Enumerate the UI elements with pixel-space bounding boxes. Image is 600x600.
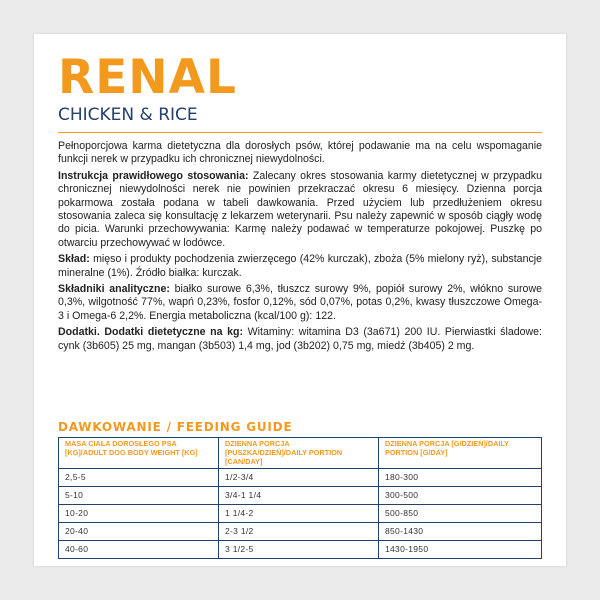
- table-cell: 3/4-1 1/4: [219, 486, 378, 504]
- table-cell: 1 1/4-2: [219, 504, 378, 522]
- description: Pełnoporcjowa karma dietetyczna dla dorosłych psów, której podawanie ma na celu wspomaganie funkcji nerek w przypadku ich chronicznej niewydolności.: [58, 140, 542, 166]
- table-column-weight: [59, 438, 219, 558]
- section-composition: [58, 253, 542, 280]
- table-cell: 180-300: [379, 468, 541, 486]
- table-cell: 1430-1950: [379, 540, 541, 558]
- table-cell: 40-60: [59, 540, 218, 558]
- section-label: Instrukcja prawidłowego stosowania:: [58, 169, 249, 182]
- section-text: Witaminy: witamina D3 (3a671) 200 IU. Pierwiastki śladowe: cynk (3b605) 25 mg, mangan (3b503) 1,4 mg, jod (3b202) 0,75 mg, miedź (3b405) 2 mg.: [58, 326, 542, 352]
- table-cell: 20-40: [59, 522, 218, 540]
- table-cell: 10-20: [59, 504, 218, 522]
- table-cell: 1/2-3/4: [219, 468, 378, 486]
- section-text: mięso i produkty pochodzenia zwierzęcego (42% kurczak), zboża (5% mielony ryż), substancje mineralne (1%). Źródło białka: kurczak.: [58, 253, 542, 279]
- label-content: [58, 52, 542, 356]
- label-card: [34, 34, 566, 566]
- feeding-table: [58, 437, 542, 559]
- product-subtitle: CHICKEN & RICE: [58, 105, 542, 133]
- section-usage: [58, 170, 542, 250]
- product-title: RENAL: [58, 50, 237, 105]
- table-cell: 5-10: [59, 486, 218, 504]
- table-cell: 3 1/2-5: [219, 540, 378, 558]
- column-header: DZIENNA PORCJA [G/DZIEŃ]/DAILY PORTION [G/DAY]: [385, 439, 509, 457]
- section-label: Dodatki. Dodatki dietetyczne na kg:: [58, 326, 244, 339]
- table-cell: 2,5-5: [59, 468, 218, 486]
- table-column-cans: [219, 438, 379, 558]
- table-cell: 300-500: [379, 486, 541, 504]
- feeding-guide-title: DAWKOWANIE / FEEDING GUIDE: [58, 420, 293, 434]
- feeding-guide: [58, 420, 542, 559]
- section-text: Zalecany okres stosowania karmy dietetycznej w przypadku chronicznej niewydolności nerek nie powinien przekraczać okresu 6 miesięcy. Dzienna porcja pokarmowa została podana w tabeli dawkowania. Przed użyciem lub przedłużeniem okresu stosowania zaleca się konsultację z lekarzem weterynarii. Psu należy zapewnić w sposób ciągły wodę do picia. Warunki przechowywania: Karmę należy podawać w temperaturze pokojowej. Puszkę po otwarciu przechowywać w lodówce.: [58, 169, 542, 249]
- table-cell: 500-850: [379, 504, 541, 522]
- column-header: DZIENNA PORCJA [PUSZKA/DZIEŃ]/DAILY PORTION [CAN/DAY]: [225, 439, 343, 466]
- table-cell: 850-1430: [379, 522, 541, 540]
- column-header: MASA CIAŁA DOROSŁEGO PSA [KG]/ADULT DOG BODY WEIGHT [KG]: [65, 439, 198, 457]
- section-analytical: [58, 283, 542, 323]
- label-body: [58, 140, 542, 353]
- section-label: Skład:: [58, 253, 90, 266]
- section-text: białko surowe 6,3%, tłuszcz surowy 9%, popiół surowy 2%, włókno surowe 0,3%, wilgotność 77%, wapń 0,23%, fosfor 0,12%, sód 0,07%, potas 0,2%, kwasy tłuszczowe Omega-3 i Omega-6 2,2%. Energia metaboliczna (kcal/100 g): 122.: [58, 283, 542, 322]
- table-column-grams: [379, 438, 541, 558]
- table-cell: 2-3 1/2: [219, 522, 378, 540]
- section-label: Składniki analityczne:: [58, 283, 170, 296]
- section-additives: [58, 326, 542, 353]
